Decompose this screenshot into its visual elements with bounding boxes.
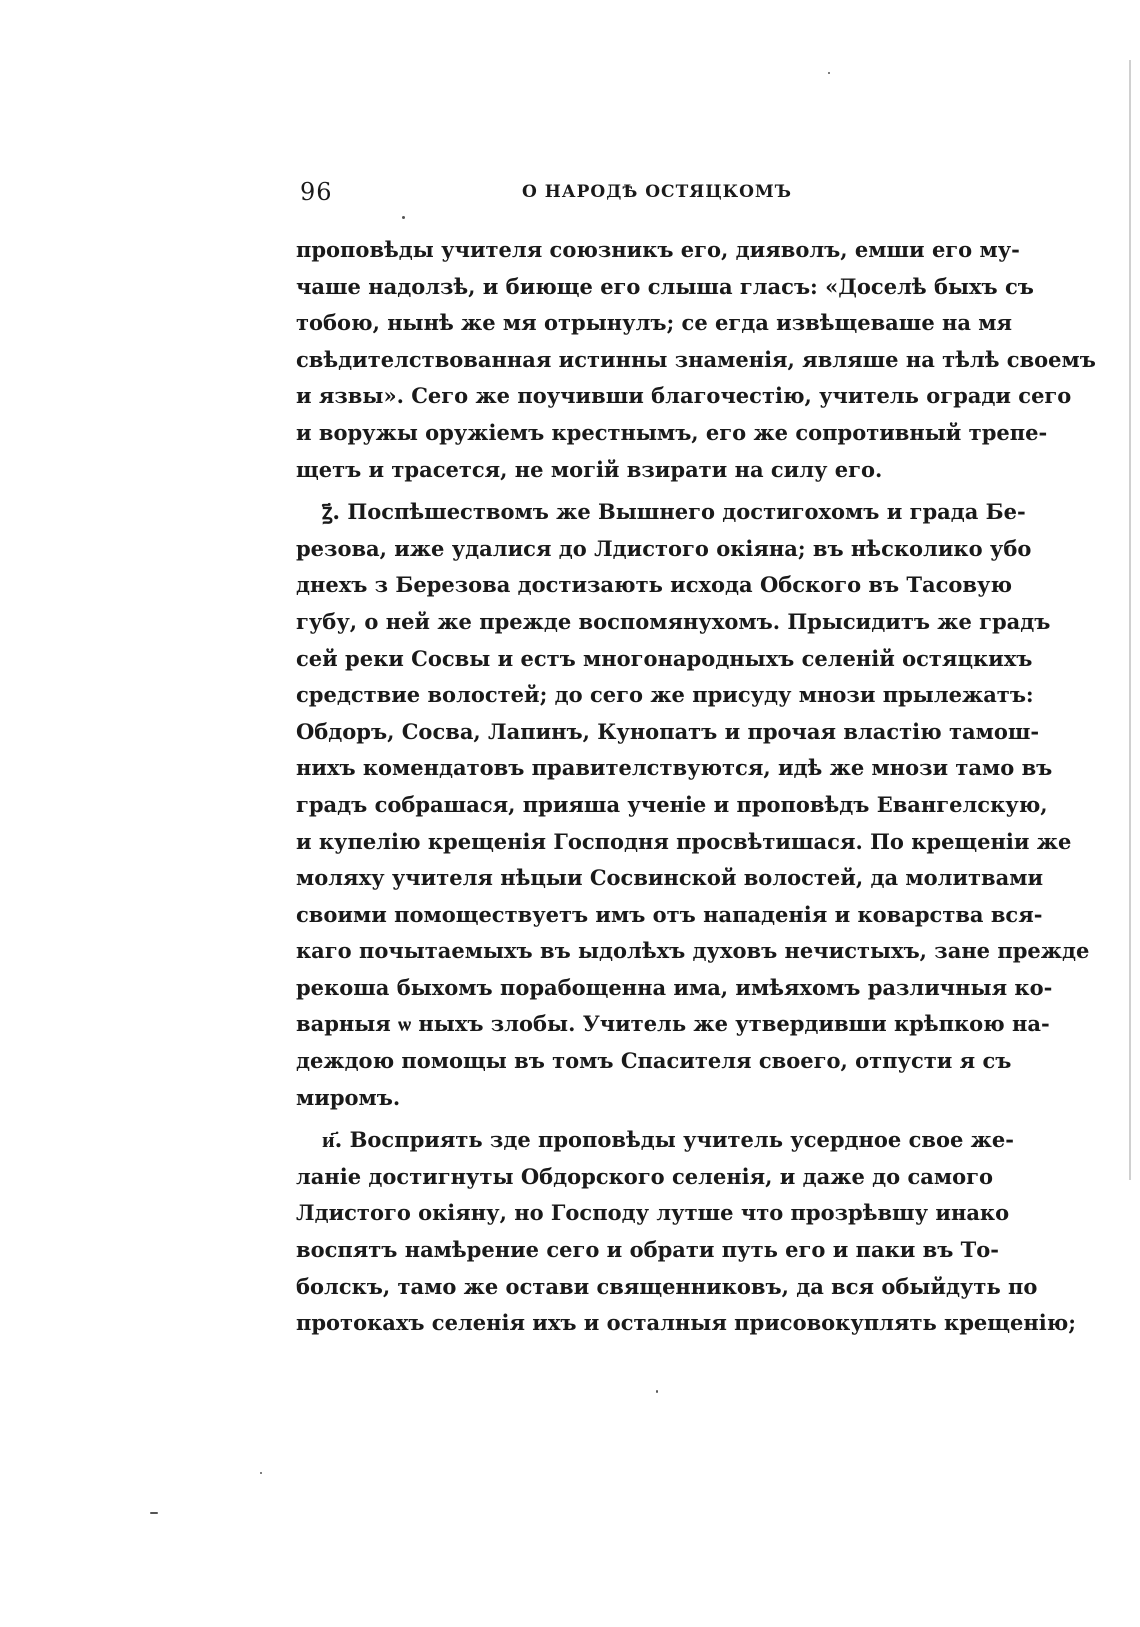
text-line: сей реки Сосвы и естъ многонародныхъ селеній остяцкихъ (296, 645, 1033, 671)
text-line: протокахъ селенія ихъ и осталныя присовокуплять крещенію; (296, 1310, 1076, 1336)
text-line: проповѣды учителя союзникъ его, дияволъ, емши его му- (296, 237, 1020, 262)
text-line: своими помоществуетъ имъ отъ нападенія и коварства вся- (296, 901, 1043, 927)
text-line: рекоша быхомъ порабощенна има, имѣяхомъ различныя ко- (296, 974, 1053, 1000)
text-line: Обдоръ, Сосва, Лапинъ, Кунопатъ и прочая властію тамош- (296, 718, 1040, 744)
scan-speck (402, 216, 405, 219)
running-title: О НАРОДѢ ОСТЯЦКОМЪ (522, 182, 792, 202)
scan-speck (150, 1512, 158, 1514)
scan-speck (656, 1390, 658, 1393)
text-line: тобою, нынѣ же мя отрынулъ; се егда извѣщеваше на мя (296, 310, 1013, 336)
text-line: нихъ комендатовъ правителствуются, идѣ же мнози тамо въ (296, 755, 1053, 781)
scan-edge-shadow (1129, 60, 1131, 1180)
text-line: чаше надолзѣ, и биюще его слыша гласъ: «Доселѣ быхъ съ (296, 273, 1034, 299)
paragraph-continued (296, 232, 1096, 488)
section-numeral: ꙁ҃. (322, 499, 341, 526)
text-line-first (296, 1122, 1014, 1159)
text-line: варныя ѡ ныхъ злобы. Учитель же утвердивши крѣпкою на- (296, 1011, 1050, 1037)
page-header (300, 178, 955, 212)
text-line-first (296, 494, 1026, 531)
text-line: резова, иже удалися до Лдистого окіяна; въ нѣсколико убо (296, 535, 1032, 561)
text-line: губу, о ней же прежде воспомянухомъ. Прысидитъ же градъ (296, 608, 1051, 634)
body-text (296, 232, 1096, 1342)
text-line: деждою помощы въ томъ Спасителя своего, отпусти я съ (296, 1048, 1012, 1074)
text-line: градъ собрашася, прияша ученіе и проповѣдъ Евангелскую, (296, 791, 1048, 817)
text-line: миромъ. (296, 1084, 401, 1110)
text-line: щетъ и трасется, не могій взирати на силу его. (296, 456, 883, 482)
page-number: 96 (300, 178, 333, 206)
text-line: воспятъ намѣрение сего и обрати путь его и паки въ То- (296, 1237, 999, 1263)
section-numeral: и҃. (322, 1127, 343, 1154)
first-line-text: Восприять зде проповѣды учитель усердное свое же- (349, 1127, 1014, 1153)
scan-speck (828, 72, 830, 74)
text-line: и купелію крещенія Господня просвѣтишася. По крещеніи же (296, 828, 1072, 854)
text-line: средствие волостей; до сего же присуду мнози прылежатъ: (296, 682, 1034, 708)
text-line: моляху учителя нѣцыи Сосвинской волостей, да молитвами (296, 865, 1044, 891)
text-line: днехъ з Березова достизають исхода Обского въ Тасовую (296, 572, 1012, 598)
text-line: свѣдителствованная истинны знаменія, являше на тѣлѣ своемъ (296, 346, 1096, 372)
text-line: Лдистого окіяну, но Господу лутше что прозрѣвшу инако (296, 1200, 1010, 1226)
text-line: болскъ, тамо же остави священниковъ, да вся обыйдуть по (296, 1273, 1038, 1299)
scan-speck (260, 1472, 262, 1474)
text-line: и воружы оружіемъ крестнымъ, его же сопротивный трепе- (296, 419, 1048, 445)
paragraph-section-7 (296, 494, 1090, 1116)
paragraph-section-8 (296, 1122, 1076, 1342)
text-line: ланіе достигнуты Обдорского селенія, и даже до самого (296, 1163, 993, 1189)
text-line: каго почытаемыхъ въ ыдолѣхъ духовъ нечистыхъ, зане прежде (296, 938, 1090, 964)
text-line: и язвы». Сего же поучивши благочестію, учитель огради сего (296, 383, 1072, 409)
first-line-text: Поспѣшествомъ же Вышнего достигохомъ и града Бе- (347, 499, 1026, 525)
